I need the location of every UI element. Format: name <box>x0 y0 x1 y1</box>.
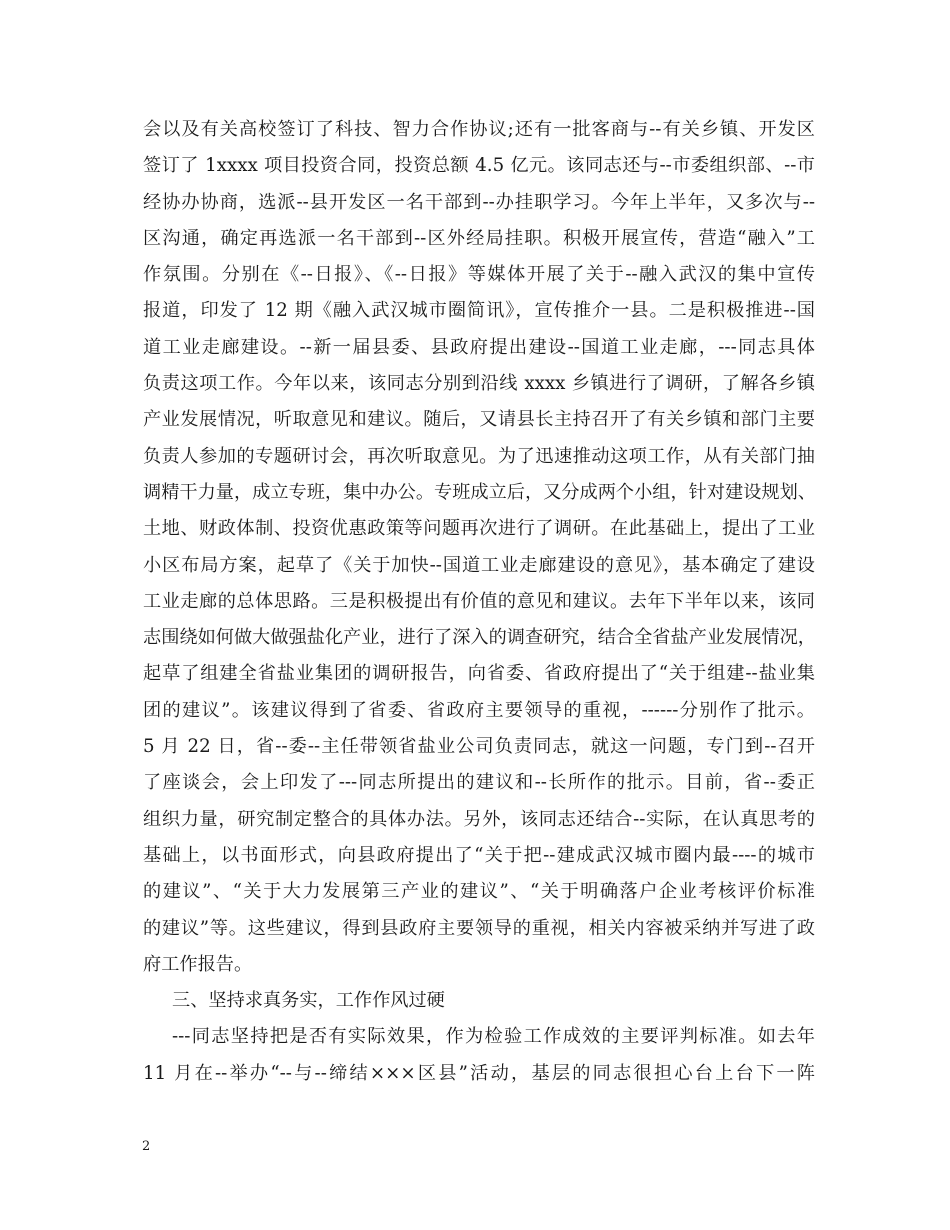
text-line: 调精干力量，成立专班，集中办公。专班成立后，又分成两个小组，针对建设规划、 <box>143 481 816 503</box>
text-line: ---同志坚持把是否有实际效果，作为检验工作成效的主要评判标准。如去年 <box>172 1026 815 1048</box>
text-line: 报道，印发了 12 期《融入武汉城市圈简讯》，宣传推介一县。二是积极推进--国 <box>143 300 815 322</box>
text-line: 作氛围。分别在《--日报》、《--日报》等媒体开展了关于--融入武汉的集中宣传 <box>143 264 815 286</box>
text-line-paragraph-end: 府工作报告。 <box>143 953 253 975</box>
text-line: 志围绕如何做大做强盐化产业，进行了深入的调查研究，结合全省盐产业发展情况， <box>143 627 816 649</box>
text-line: 的建议”等。这些建议，得到县政府主要领导的重视，相关内容被采纳并写进了政 <box>143 917 815 939</box>
text-line: 基础上，以书面形式，向县政府提出了“关于把--建成武汉城市圈内最----的城市 <box>143 844 815 866</box>
text-line: 11 月在--举办“--与--缔结×××区县”活动，基层的同志很担心台上台下一阵 <box>143 1062 815 1084</box>
text-line: 组织力量，研究制定整合的具体办法。另外，该同志还结合--实际，在认真思考的 <box>143 808 815 830</box>
text-line: 产业发展情况，听取意见和建议。随后，又请县长主持召开了有关乡镇和部门主要 <box>143 409 815 431</box>
text-line: 土地、财政体制、投资优惠政策等问题再次进行了调研。在此基础上，提出了工业 <box>143 518 815 540</box>
text-line: 的建议”、“关于大力发展第三产业的建议”、“关于明确落户企业考核评价标准 <box>143 881 815 903</box>
text-line: 区沟通，确定再选派一名干部到--区外经局挂职。积极开展宣传，营造“融入”工 <box>143 227 815 249</box>
text-line: 道工业走廊建设。--新一届县委、县政府提出建设--国道工业走廊，---同志具体 <box>143 336 815 358</box>
text-line: 小区布局方案，起草了《关于加快--国道工业走廊建设的意见》，基本确定了建设 <box>143 554 815 576</box>
text-line: 团的建议”。该建议得到了省委、省政府主要领导的重视，------分别作了批示。 <box>143 699 815 721</box>
text-line: 会以及有关高校签订了科技、智力合作协议;还有一批客商与--有关乡镇、开发区 <box>143 119 815 140</box>
text-line: 5 月 22 日，省--委--主任带领省盐业公司负责同志，就这一问题，专门到--召开 <box>143 736 815 758</box>
text-line: 负责人参加的专题研讨会，再次听取意见。为了迅速推动这项工作，从有关部门抽 <box>143 445 815 467</box>
text-line: 负责这项工作。今年以来，该同志分别到沿线 xxxx 乡镇进行了调研，了解各乡镇 <box>143 373 815 395</box>
page-number: 2 <box>142 1139 151 1154</box>
body-text <box>143 112 815 1092</box>
text-line: 签订了 1xxxx 项目投资合同，投资总额 4.5 亿元。该同志还与--市委组织部、--市 <box>143 155 815 177</box>
text-line: 了座谈会，会上印发了---同志所提出的建议和--长所作的批示。目前，省--委正 <box>143 772 815 794</box>
text-line: 工业走廊的总体思路。三是积极提出有价值的意见和建议。去年下半年以来，该同 <box>143 590 815 612</box>
text-line: 起草了组建全省盐业集团的调研报告，向省委、省政府提出了“关于组建--盐业集 <box>143 663 815 685</box>
text-line: 经协办协商，选派--县开发区一名干部到--办挂职学习。今年上半年，又多次与-- <box>143 191 815 213</box>
section-heading: 三、坚持求真务实，工作作风过硬 <box>172 990 445 1012</box>
